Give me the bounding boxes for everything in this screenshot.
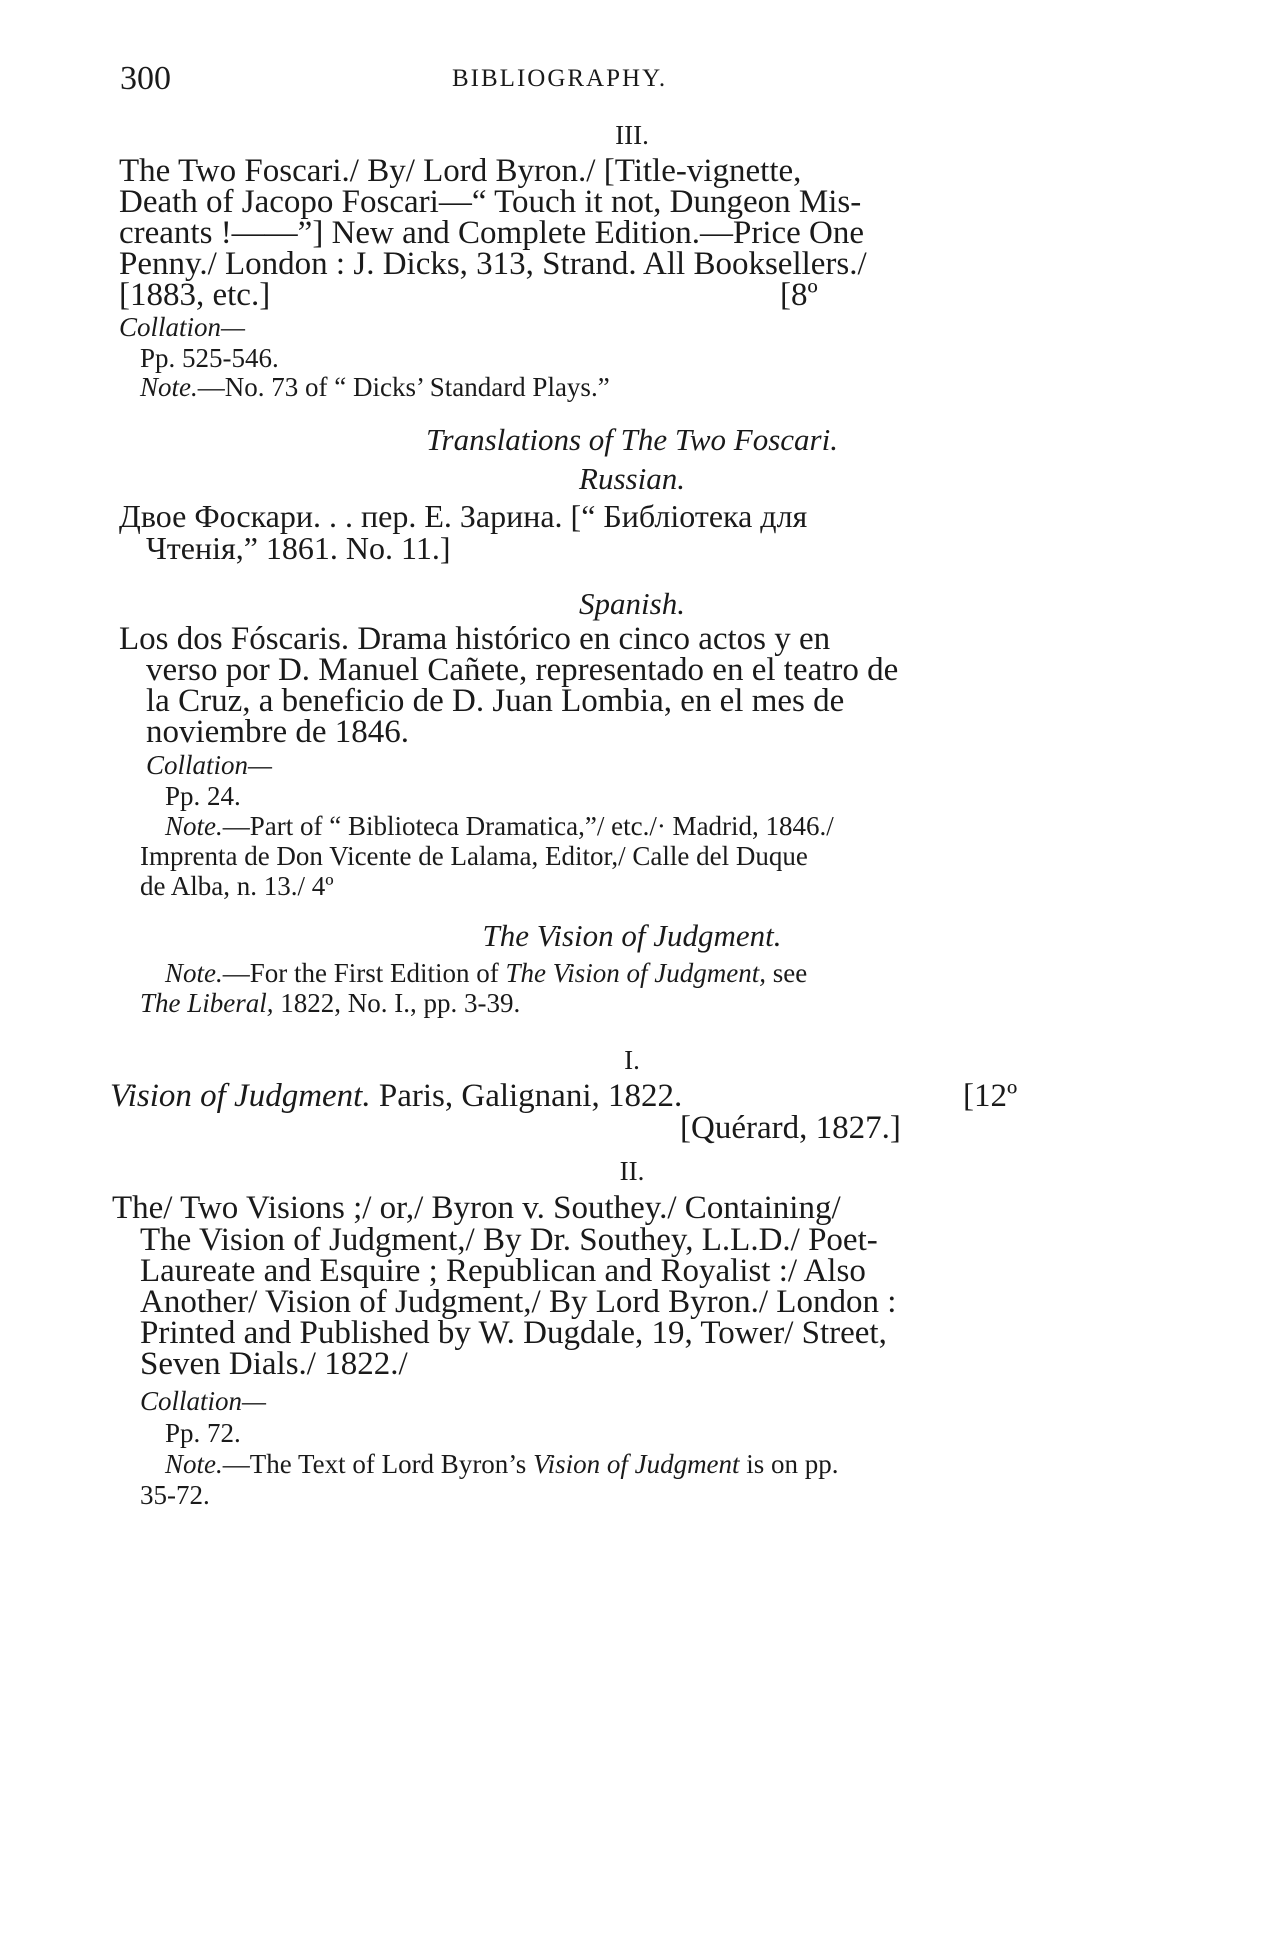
entry-line: The Vision of Judgment,/ By Dr. Southey, L.L.D./ Poet-: [140, 1222, 878, 1258]
entry-line: Penny./ London : J. Dicks, 313, Strand. All Booksellers./: [119, 246, 867, 282]
note-line: Imprenta de Don Vicente de Lalama, Editor,/ Calle del Duque: [140, 841, 808, 871]
running-title: BIBLIOGRAPHY.: [452, 65, 668, 92]
note-text: —The Text of Lord Byron’s: [222, 1449, 534, 1479]
collation-label: Collation—: [140, 1386, 267, 1416]
note: [165, 1451, 839, 1478]
note-text: —For the First Edition of: [222, 958, 506, 988]
section-number-i: I.: [624, 1045, 640, 1075]
note-label: Note.: [140, 372, 198, 402]
reference: [Quérard, 1827.]: [680, 1110, 901, 1146]
spanish-heading: Spanish.: [579, 586, 685, 621]
vision-heading: The Vision of Judgment.: [482, 918, 782, 953]
russian-line: Двое Фоскари. . . пер. Е. Зарина. [“ Библіотека для: [119, 498, 808, 534]
note: [165, 960, 807, 987]
russian-line: Чтенія,” 1861. No. 11.]: [146, 530, 451, 566]
entry-line: Death of Jacopo Foscari—“ Touch it not, Dungeon Mis-: [119, 184, 862, 220]
note: [165, 813, 834, 840]
note-title: Vision of Judgment: [533, 1449, 740, 1479]
collation-label: Collation—: [146, 750, 273, 780]
russian-heading: Russian.: [579, 461, 685, 496]
note-label: Note.: [165, 811, 223, 841]
note-text: is on pp.: [739, 1449, 839, 1479]
spanish-line: verso por D. Manuel Cañete, representado en el teatro de: [146, 652, 899, 688]
spanish-line: noviembre de 1846.: [146, 714, 410, 750]
entry-text: Paris, Galignani, 1822.: [370, 1078, 683, 1114]
section-number-iii: III.: [615, 120, 649, 150]
note-text: see: [765, 958, 808, 988]
entry-line: Printed and Published by W. Dugdale, 19, Tower/ Street,: [140, 1315, 887, 1351]
entry-line: The/ Two Visions ;/ or,/ Byron v. Southey./ Containing/: [112, 1190, 841, 1226]
note-title: The Liberal,: [140, 988, 274, 1018]
note-text: —No. 73 of “ Dicks’ Standard Plays.”: [197, 372, 610, 402]
note-title: The Vision of Judgment,: [505, 958, 766, 988]
section-number-ii: II.: [619, 1156, 645, 1186]
spanish-line: Los dos Fóscaris. Drama histórico en cinco actos y en: [119, 621, 831, 657]
collation-pages: Pp. 24.: [165, 781, 241, 811]
note-text: —Part of “ Biblioteca Dramatica,”/ etc./· Madrid, 1846./: [222, 811, 834, 841]
entry-line: The Two Foscari./ By/ Lord Byron./ [Title-vignette,: [119, 153, 802, 189]
collation-pages: Pp. 525-546.: [140, 343, 279, 373]
entry-line: Seven Dials./ 1822./: [140, 1346, 408, 1382]
collation-pages: Pp. 72.: [165, 1418, 241, 1448]
note-line: de Alba, n. 13./ 4º: [140, 871, 334, 901]
entry-line: [110, 1080, 682, 1113]
entry-line: Another/ Vision of Judgment,/ By Lord Byron./ London :: [140, 1284, 897, 1320]
page-number: 300: [120, 60, 171, 97]
entry-line: creants !——”] New and Complete Edition.—Price One: [119, 215, 865, 251]
collation-label: Collation—: [119, 312, 246, 342]
note-label: Note.: [165, 958, 223, 988]
spanish-line: la Cruz, a beneficio de D. Juan Lombia, en el mes de: [146, 683, 845, 719]
note-line: 35-72.: [140, 1480, 210, 1510]
format-mark: [12º: [963, 1078, 1018, 1114]
entry-line: [1883, etc.]: [119, 277, 271, 313]
translations-heading: Translations of The Two Foscari.: [426, 422, 838, 457]
format-mark: [8º: [780, 277, 818, 313]
note-line: [140, 990, 520, 1017]
entry-line: Laureate and Esquire ; Republican and Royalist :/ Also: [140, 1253, 866, 1289]
note: [140, 374, 610, 401]
note-text: 1822, No. I., pp. 3-39.: [273, 988, 521, 1018]
note-label: Note.: [165, 1449, 223, 1479]
entry-title: Vision of Judgment.: [110, 1078, 371, 1114]
